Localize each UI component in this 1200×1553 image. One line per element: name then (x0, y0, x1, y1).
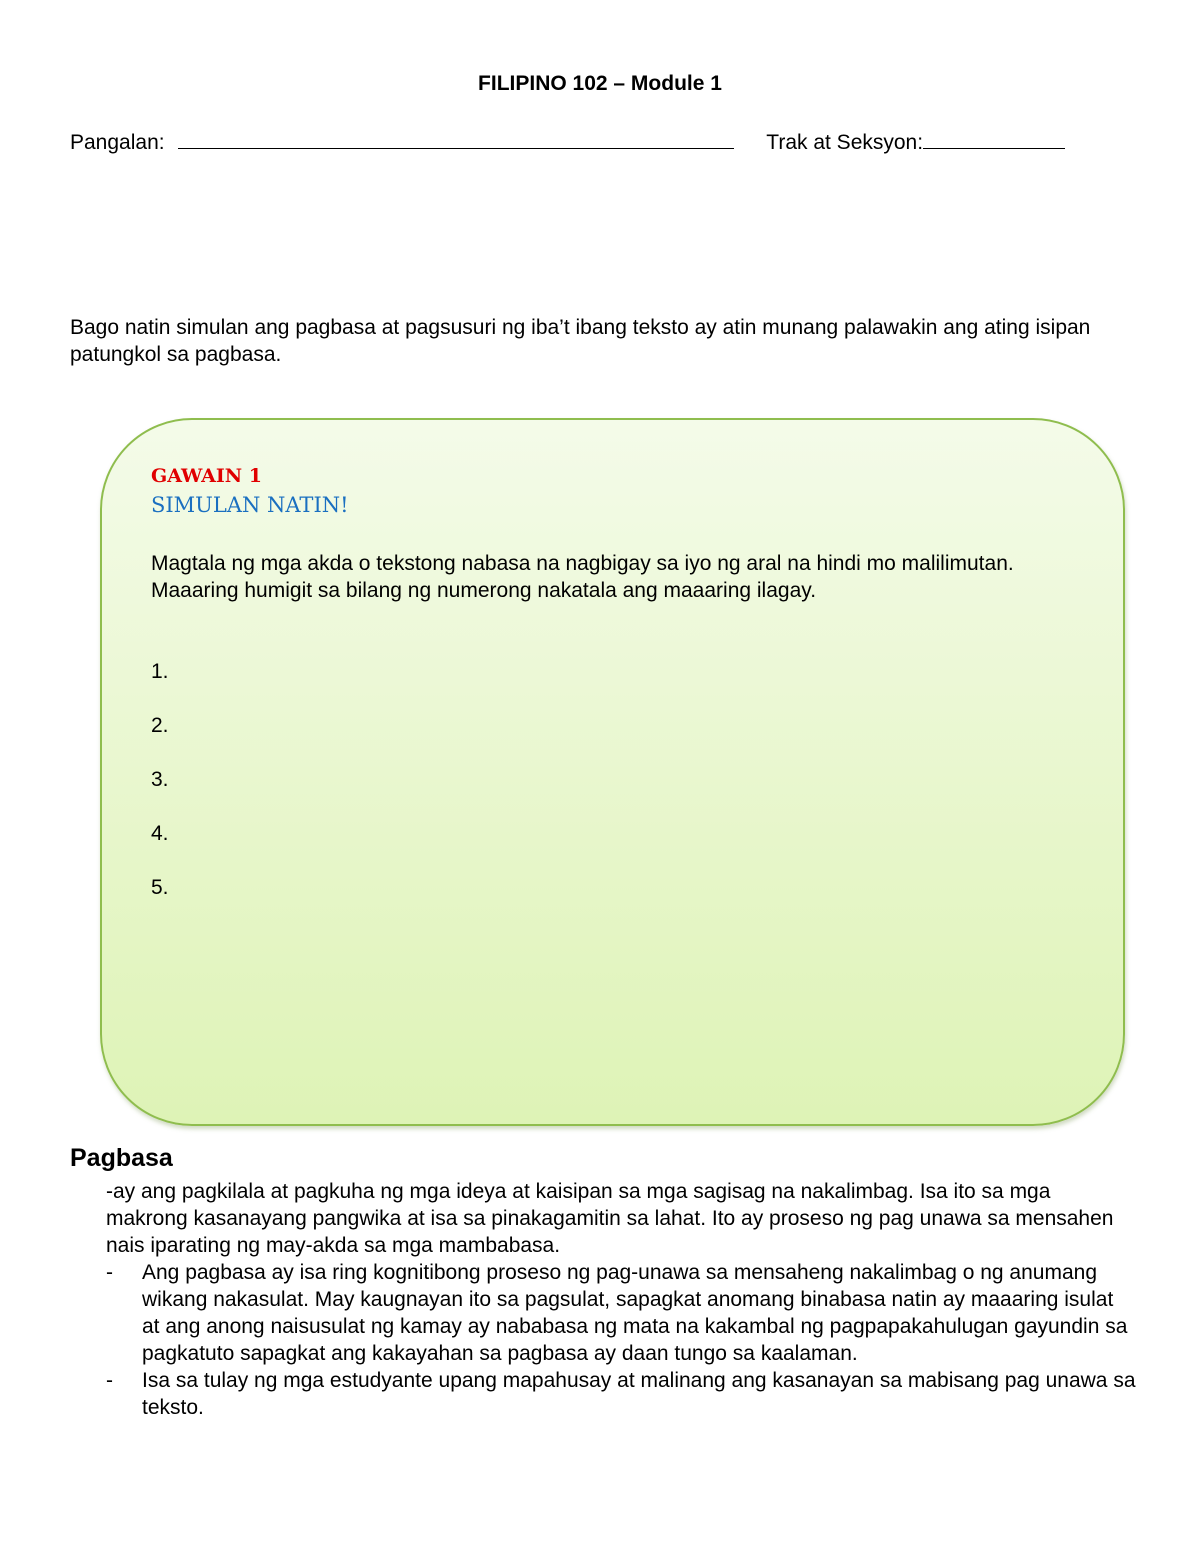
activity-label: GAWAIN 1 (151, 465, 262, 487)
activity-instruction: Magtala ng mga akda o tekstong nabasa na nagbigay sa iyo ng aral na hindi mo malilimutan. Maaaring humigit sa bilang ng numerong nakatala ang maaaring ilagay. (151, 552, 1014, 602)
section-heading: Pagbasa (70, 1144, 173, 1172)
answer-item-4[interactable]: 4. (151, 822, 169, 845)
section-label: Trak at Seksyon: (766, 131, 924, 154)
bullet-marker: - (106, 1369, 113, 1392)
bullet-text: Ang pagbasa ay isa ring kognitibong proseso ng pag-unawa sa mensaheng nakalimbag o ng anumang wikang nakasulat. May kaugnayan ito sa pagsulat, sapagkat anomang binabasa natin ay maaaring isulat at ang anong naisusulat ng kamay ay nababasa ng mata na kakambal ng pagpapakahulugan gayundin sa pagkatuto sapagkat ang kakayahan sa pagbasa ay daan tungo sa kaalaman. (142, 1261, 1128, 1365)
answer-item-1[interactable]: 1. (151, 660, 169, 683)
bullet-list (106, 1259, 1136, 1421)
activity-title: SIMULAN NATIN! (151, 493, 349, 517)
module-title: FILIPINO 102 – Module 1 (478, 72, 722, 95)
student-info-line (70, 128, 1130, 155)
answer-item-2[interactable]: 2. (151, 714, 169, 737)
name-blank[interactable] (178, 128, 734, 149)
bullet-item (106, 1367, 1136, 1421)
name-label: Pangalan: (70, 131, 165, 154)
answer-item-5[interactable]: 5. (151, 876, 169, 899)
bullet-item (106, 1259, 1136, 1367)
section-blank[interactable] (923, 128, 1065, 149)
intro-paragraph: Bago natin simulan ang pagbasa at pagsusuri ng iba’t ibang teksto ay atin munang palawakin ang ating isipan patungkol sa pagbasa. (70, 316, 1091, 366)
answer-item-3[interactable]: 3. (151, 768, 169, 791)
bullet-text: Isa sa tulay ng mga estudyante upang mapahusay at malinang ang kasanayan sa mabisang pag unawa sa teksto. (142, 1369, 1136, 1419)
answer-list (151, 658, 169, 928)
activity-box (100, 418, 1125, 1126)
bullet-marker: - (106, 1261, 113, 1284)
section-definition: -ay ang pagkilala at pagkuha ng mga ideya at kaisipan sa mga sagisag na nakalimbag. Isa ito sa mga makrong kasanayang pangwika at isa sa pinakagamitin sa lahat. Ito ay proseso ng pag unawa sa mensahen nais iparating ng may-akda sa mga mambabasa. (106, 1180, 1114, 1257)
